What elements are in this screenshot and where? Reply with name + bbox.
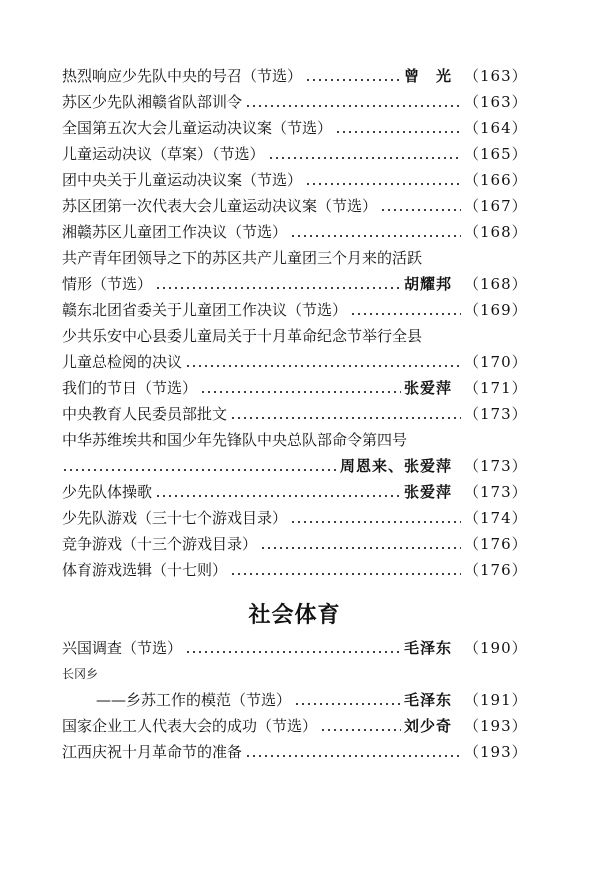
toc-page-number: （169） xyxy=(464,301,528,319)
toc-page-number: （193） xyxy=(464,743,528,761)
dot-leader xyxy=(230,573,461,575)
toc-author: 刘少奇 xyxy=(403,717,452,735)
dot-leader xyxy=(260,547,461,549)
toc-page-number: （163） xyxy=(464,67,528,85)
toc-author: 毛泽东 xyxy=(403,639,452,657)
toc-author: 毛泽东 xyxy=(403,691,452,709)
dot-leader xyxy=(200,391,401,393)
dot-leader xyxy=(155,287,401,289)
dot-leader xyxy=(245,755,461,757)
dot-leader xyxy=(380,209,461,211)
toc-page-number: （193） xyxy=(464,717,528,735)
toc-title: 中央教育人民委员部批文 xyxy=(62,405,228,423)
toc-entry xyxy=(62,64,528,88)
toc-page-number: （176） xyxy=(464,535,528,553)
toc-entry xyxy=(62,714,528,738)
toc-title: 全国第五次大会儿童运动决议案（节选） xyxy=(62,119,333,137)
toc-title: 儿童运动决议（草案）（节选） xyxy=(62,145,265,163)
toc-entry xyxy=(96,688,528,712)
toc-title: 少先队游戏（三十七个游戏目录） xyxy=(62,509,288,527)
toc-title: 兴国调查（节选） xyxy=(62,639,183,657)
toc-title: 江西庆祝十月革命节的准备 xyxy=(62,743,243,761)
section-heading: 社会体育 xyxy=(248,603,341,628)
toc-title: 苏区少先队湘赣省队部训令 xyxy=(62,93,243,111)
toc-title: 国家企业工人代表大会的成功（节选） xyxy=(62,717,318,735)
dot-leader xyxy=(335,131,461,133)
toc-page-number: （191） xyxy=(464,691,528,709)
toc-page-number: （174） xyxy=(464,509,528,527)
toc-entry xyxy=(62,116,528,140)
toc-page-number: （163） xyxy=(464,93,528,111)
dot-leader xyxy=(290,521,461,523)
toc-page-number: （166） xyxy=(464,171,528,189)
dot-leader xyxy=(305,79,401,81)
toc-author: 周恩来、张爱萍 xyxy=(339,457,452,475)
toc-page-number: （190） xyxy=(464,639,528,657)
toc-page-number: （165） xyxy=(464,145,528,163)
toc-entry xyxy=(62,402,528,426)
toc-entry xyxy=(62,90,528,114)
dot-leader xyxy=(185,651,401,653)
toc-author: 张爱萍 xyxy=(403,379,452,397)
toc-title-line: 共产青年团领导之下的苏区共产儿童团三个月来的活跃 xyxy=(62,249,423,267)
toc-title: 热烈响应少先队中央的号召（节选） xyxy=(62,67,303,85)
toc-author: 胡耀邦 xyxy=(403,275,452,293)
toc-title: 情形（节选） xyxy=(62,275,153,293)
toc-entry xyxy=(62,480,528,504)
dot-leader xyxy=(185,365,461,367)
toc-page-number: （164） xyxy=(464,119,528,137)
toc-title-line: 中华苏维埃共和国少年先锋队中央总队部命令第四号 xyxy=(62,431,408,449)
dot-leader xyxy=(350,313,461,315)
toc-entry xyxy=(62,506,528,530)
toc-page-number: （170） xyxy=(464,353,528,371)
toc-page-number: （173） xyxy=(464,483,528,501)
toc-entry xyxy=(62,298,528,322)
toc-entry xyxy=(62,220,528,244)
dot-leader xyxy=(230,417,461,419)
dot-leader xyxy=(290,235,461,237)
toc-title: 儿童总检阅的决议 xyxy=(62,353,183,371)
toc-page-number: （171） xyxy=(464,379,528,397)
toc-author: 曾 光 xyxy=(403,67,452,85)
dot-leader xyxy=(155,495,401,497)
toc-entry xyxy=(62,168,528,192)
toc-entry xyxy=(62,740,528,764)
dot-leader xyxy=(305,183,461,185)
toc-entry xyxy=(62,558,528,582)
toc-title-line: 少共乐安中心县委儿童局关于十月革命纪念节举行全县 xyxy=(62,327,423,345)
toc-page-number: （176） xyxy=(464,561,528,579)
toc-entry xyxy=(62,454,528,478)
toc-entry-first-line xyxy=(62,324,518,348)
dot-leader xyxy=(62,469,337,471)
toc-page-number: （167） xyxy=(464,197,528,215)
toc-entry-first-line xyxy=(62,246,518,270)
dot-leader xyxy=(294,703,401,705)
toc-author: 张爱萍 xyxy=(403,483,452,501)
toc-title: 竞争游戏（十三个游戏目录） xyxy=(62,535,258,553)
toc-entry xyxy=(62,272,528,296)
toc-page-number: （168） xyxy=(464,223,528,241)
toc-entry xyxy=(62,532,528,556)
toc-entry xyxy=(62,376,528,400)
toc-entry-first-line xyxy=(62,428,518,452)
toc-entry xyxy=(62,350,528,374)
toc-entry xyxy=(62,194,528,218)
toc-title: 团中央关于儿童运动决议案（节选） xyxy=(62,171,303,189)
toc-title: 少先队体操歌 xyxy=(62,483,153,501)
toc-title: 湘赣苏区儿童团工作决议（节选） xyxy=(62,223,288,241)
toc-entry xyxy=(62,142,528,166)
toc-page-number: （173） xyxy=(464,457,528,475)
dot-leader xyxy=(320,729,401,731)
toc-title: 我们的节日（节选） xyxy=(62,379,198,397)
toc-entry xyxy=(62,636,528,660)
toc-title: ——乡苏工作的模范（节选） xyxy=(96,691,292,709)
dot-leader xyxy=(268,157,461,159)
toc-title: 苏区团第一次代表大会儿童运动决议案（节选） xyxy=(62,197,378,215)
toc-title: 体育游戏选辑（十七则） xyxy=(62,561,228,579)
dot-leader xyxy=(245,105,461,107)
toc-page-number: （168） xyxy=(464,275,528,293)
toc-page-number: （173） xyxy=(464,405,528,423)
toc-title: 赣东北团省委关于儿童团工作决议（节选） xyxy=(62,301,348,319)
toc-sub-label: 长冈乡 xyxy=(62,667,99,681)
